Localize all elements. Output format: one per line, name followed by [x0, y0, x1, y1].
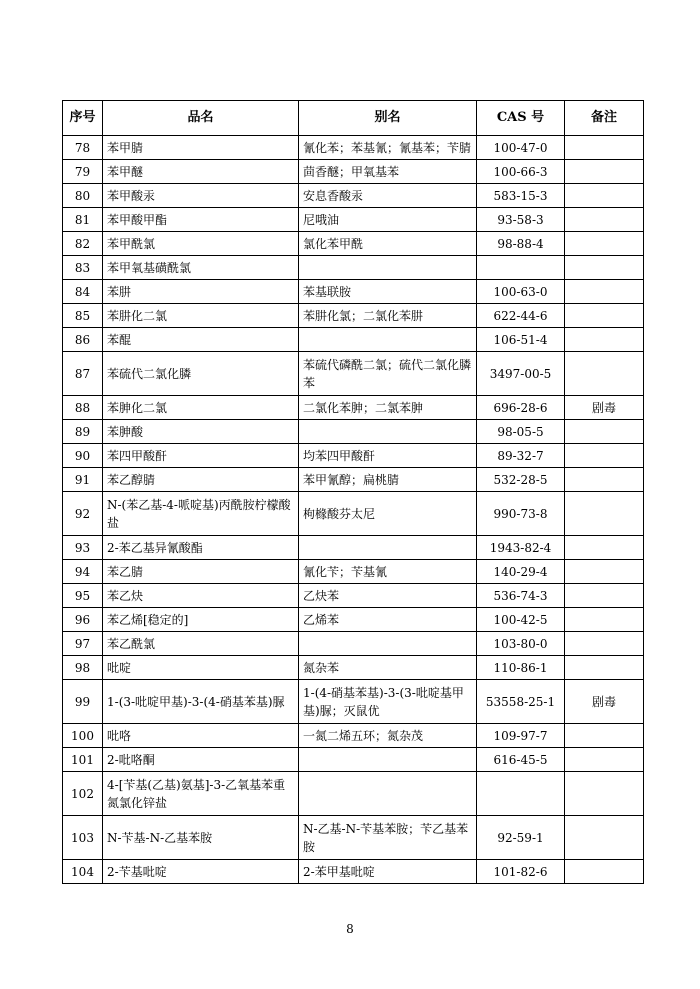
cell-cas: 100-42-5 [477, 608, 565, 632]
cell-seq: 87 [63, 352, 103, 396]
cell-cas: 89-32-7 [477, 444, 565, 468]
cell-name: 4-[苄基(乙基)氨基]-3-乙氧基苯重氮氯化锌盐 [103, 772, 299, 816]
cell-alias: 1-(4-硝基苯基)-3-(3-吡啶基甲基)脲；灭鼠优 [299, 680, 477, 724]
cell-name: 苯甲酸汞 [103, 184, 299, 208]
cell-seq: 92 [63, 492, 103, 536]
table-row [63, 160, 644, 184]
cell-cas: 532-28-5 [477, 468, 565, 492]
cell-alias: 一氮二烯五环；氮杂茂 [299, 724, 477, 748]
cell-cas: 103-80-0 [477, 632, 565, 656]
cell-name: 苯乙腈 [103, 560, 299, 584]
cell-cas: 990-73-8 [477, 492, 565, 536]
cell-name: 苯甲酰氯 [103, 232, 299, 256]
cell-alias: N-乙基-N-苄基苯胺；苄乙基苯胺 [299, 816, 477, 860]
cell-cas [477, 772, 565, 816]
cell-seq: 79 [63, 160, 103, 184]
cell-alias: 安息香酸汞 [299, 184, 477, 208]
cell-cas: 110-86-1 [477, 656, 565, 680]
cell-note [565, 632, 644, 656]
cell-cas: 583-15-3 [477, 184, 565, 208]
cell-alias: 苯肼化氯；二氯化苯肼 [299, 304, 477, 328]
cell-note [565, 468, 644, 492]
table-row [63, 860, 644, 884]
cell-name: 2-苯乙基异氰酸酯 [103, 536, 299, 560]
cell-note [565, 328, 644, 352]
cell-alias: 二氯化苯胂；二氯苯胂 [299, 396, 477, 420]
cell-seq: 99 [63, 680, 103, 724]
table-row [63, 136, 644, 160]
cell-name: 1-(3-吡啶甲基)-3-(4-硝基苯基)脲 [103, 680, 299, 724]
cell-seq: 95 [63, 584, 103, 608]
cell-name: 苯乙醇腈 [103, 468, 299, 492]
cell-note [565, 444, 644, 468]
cell-alias [299, 328, 477, 352]
cell-note: 剧毒 [565, 680, 644, 724]
cell-note [565, 280, 644, 304]
cell-alias: 均苯四甲酸酐 [299, 444, 477, 468]
cell-name: 2-吡咯酮 [103, 748, 299, 772]
table-row [63, 352, 644, 396]
table-row [63, 560, 644, 584]
table-row [63, 328, 644, 352]
table-row [63, 444, 644, 468]
cell-note [565, 232, 644, 256]
cell-name: 苯甲氧基磺酰氯 [103, 256, 299, 280]
cell-name: 苯胂酸 [103, 420, 299, 444]
cell-name: 苯甲腈 [103, 136, 299, 160]
cell-name: N-(苯乙基-4-哌啶基)丙酰胺柠檬酸盐 [103, 492, 299, 536]
table-header-row [63, 101, 644, 136]
cell-seq: 103 [63, 816, 103, 860]
cell-cas: 98-88-4 [477, 232, 565, 256]
cell-alias: 尼哦油 [299, 208, 477, 232]
cell-note: 剧毒 [565, 396, 644, 420]
cell-cas: 622-44-6 [477, 304, 565, 328]
cell-note [565, 748, 644, 772]
cell-seq: 86 [63, 328, 103, 352]
cell-note [565, 860, 644, 884]
cell-seq: 100 [63, 724, 103, 748]
cell-alias: 苯硫代磷酰二氯；硫代二氯化膦苯 [299, 352, 477, 396]
table-row [63, 584, 644, 608]
cell-cas: 92-59-1 [477, 816, 565, 860]
cell-alias [299, 772, 477, 816]
cell-alias: 乙炔苯 [299, 584, 477, 608]
cell-seq: 85 [63, 304, 103, 328]
cell-note [565, 420, 644, 444]
cell-alias: 2-苯甲基吡啶 [299, 860, 477, 884]
cell-seq: 84 [63, 280, 103, 304]
header-alias: 别名 [299, 101, 477, 136]
cell-name: 苯硫代二氯化膦 [103, 352, 299, 396]
cell-note [565, 584, 644, 608]
cell-seq: 88 [63, 396, 103, 420]
table-row [63, 772, 644, 816]
cell-cas: 696-28-6 [477, 396, 565, 420]
cell-name: N-苄基-N-乙基苯胺 [103, 816, 299, 860]
cell-name: 苯乙炔 [103, 584, 299, 608]
cell-name: 吡啶 [103, 656, 299, 680]
table-row [63, 724, 644, 748]
cell-note [565, 536, 644, 560]
cell-note [565, 256, 644, 280]
cell-seq: 98 [63, 656, 103, 680]
cell-name: 苯肼 [103, 280, 299, 304]
cell-seq: 102 [63, 772, 103, 816]
cell-cas: 100-66-3 [477, 160, 565, 184]
table-row [63, 608, 644, 632]
header-name: 品名 [103, 101, 299, 136]
cell-alias [299, 632, 477, 656]
cell-note [565, 304, 644, 328]
cell-seq: 94 [63, 560, 103, 584]
cell-name: 苯肼化二氯 [103, 304, 299, 328]
cell-alias: 氮杂苯 [299, 656, 477, 680]
cell-name: 吡咯 [103, 724, 299, 748]
table-row [63, 748, 644, 772]
cell-seq: 78 [63, 136, 103, 160]
cell-cas: 3497-00-5 [477, 352, 565, 396]
table-row [63, 492, 644, 536]
cell-alias [299, 256, 477, 280]
header-seq: 序号 [63, 101, 103, 136]
cell-note [565, 184, 644, 208]
cell-name: 苯乙烯[稳定的] [103, 608, 299, 632]
cell-note [565, 772, 644, 816]
cell-name: 苯甲醚 [103, 160, 299, 184]
cell-seq: 91 [63, 468, 103, 492]
cell-cas: 109-97-7 [477, 724, 565, 748]
cell-alias: 苯甲氰醇；扁桃腈 [299, 468, 477, 492]
cell-cas: 106-51-4 [477, 328, 565, 352]
cell-cas: 101-82-6 [477, 860, 565, 884]
cell-alias: 氰化苄；苄基氰 [299, 560, 477, 584]
cell-alias: 乙烯苯 [299, 608, 477, 632]
table-row [63, 396, 644, 420]
cell-alias: 枸橼酸芬太尼 [299, 492, 477, 536]
cell-name: 苯乙酰氯 [103, 632, 299, 656]
cell-alias: 苯基联胺 [299, 280, 477, 304]
table-row [63, 468, 644, 492]
cell-cas: 616-45-5 [477, 748, 565, 772]
cell-note [565, 656, 644, 680]
cell-name: 苯四甲酸酐 [103, 444, 299, 468]
cell-cas: 140-29-4 [477, 560, 565, 584]
table-row [63, 256, 644, 280]
cell-cas: 536-74-3 [477, 584, 565, 608]
table-row [63, 656, 644, 680]
cell-seq: 82 [63, 232, 103, 256]
cell-seq: 89 [63, 420, 103, 444]
table-row [63, 208, 644, 232]
table-row [63, 184, 644, 208]
cell-seq: 101 [63, 748, 103, 772]
cell-alias: 茴香醚；甲氧基苯 [299, 160, 477, 184]
cell-note [565, 492, 644, 536]
cell-note [565, 724, 644, 748]
cell-seq: 104 [63, 860, 103, 884]
cell-note [565, 816, 644, 860]
cell-cas: 100-63-0 [477, 280, 565, 304]
table-row [63, 280, 644, 304]
cell-seq: 83 [63, 256, 103, 280]
cell-name: 苯胂化二氯 [103, 396, 299, 420]
cell-seq: 81 [63, 208, 103, 232]
chemicals-table [62, 100, 644, 884]
table-row [63, 632, 644, 656]
table-row [63, 420, 644, 444]
cell-seq: 93 [63, 536, 103, 560]
cell-seq: 96 [63, 608, 103, 632]
cell-cas: 93-58-3 [477, 208, 565, 232]
cell-cas [477, 256, 565, 280]
table-row [63, 680, 644, 724]
table-row [63, 304, 644, 328]
cell-cas: 53558-25-1 [477, 680, 565, 724]
cell-cas: 1943-82-4 [477, 536, 565, 560]
cell-alias [299, 536, 477, 560]
cell-note [565, 608, 644, 632]
cell-cas: 100-47-0 [477, 136, 565, 160]
cell-seq: 97 [63, 632, 103, 656]
table-row [63, 232, 644, 256]
cell-note [565, 560, 644, 584]
page-number: 8 [346, 922, 354, 936]
cell-cas: 98-05-5 [477, 420, 565, 444]
cell-alias: 氯化苯甲酰 [299, 232, 477, 256]
cell-note [565, 352, 644, 396]
table-body [63, 136, 644, 884]
cell-name: 苯醌 [103, 328, 299, 352]
cell-seq: 90 [63, 444, 103, 468]
cell-note [565, 160, 644, 184]
cell-alias [299, 748, 477, 772]
cell-note [565, 208, 644, 232]
cell-note [565, 136, 644, 160]
table-row [63, 816, 644, 860]
cell-name: 苯甲酸甲酯 [103, 208, 299, 232]
header-cas: CAS 号 [477, 101, 565, 136]
cell-alias: 氰化苯；苯基氰；氰基苯；苄腈 [299, 136, 477, 160]
cell-alias [299, 420, 477, 444]
cell-seq: 80 [63, 184, 103, 208]
cell-name: 2-苄基吡啶 [103, 860, 299, 884]
header-note: 备注 [565, 101, 644, 136]
table-row [63, 536, 644, 560]
